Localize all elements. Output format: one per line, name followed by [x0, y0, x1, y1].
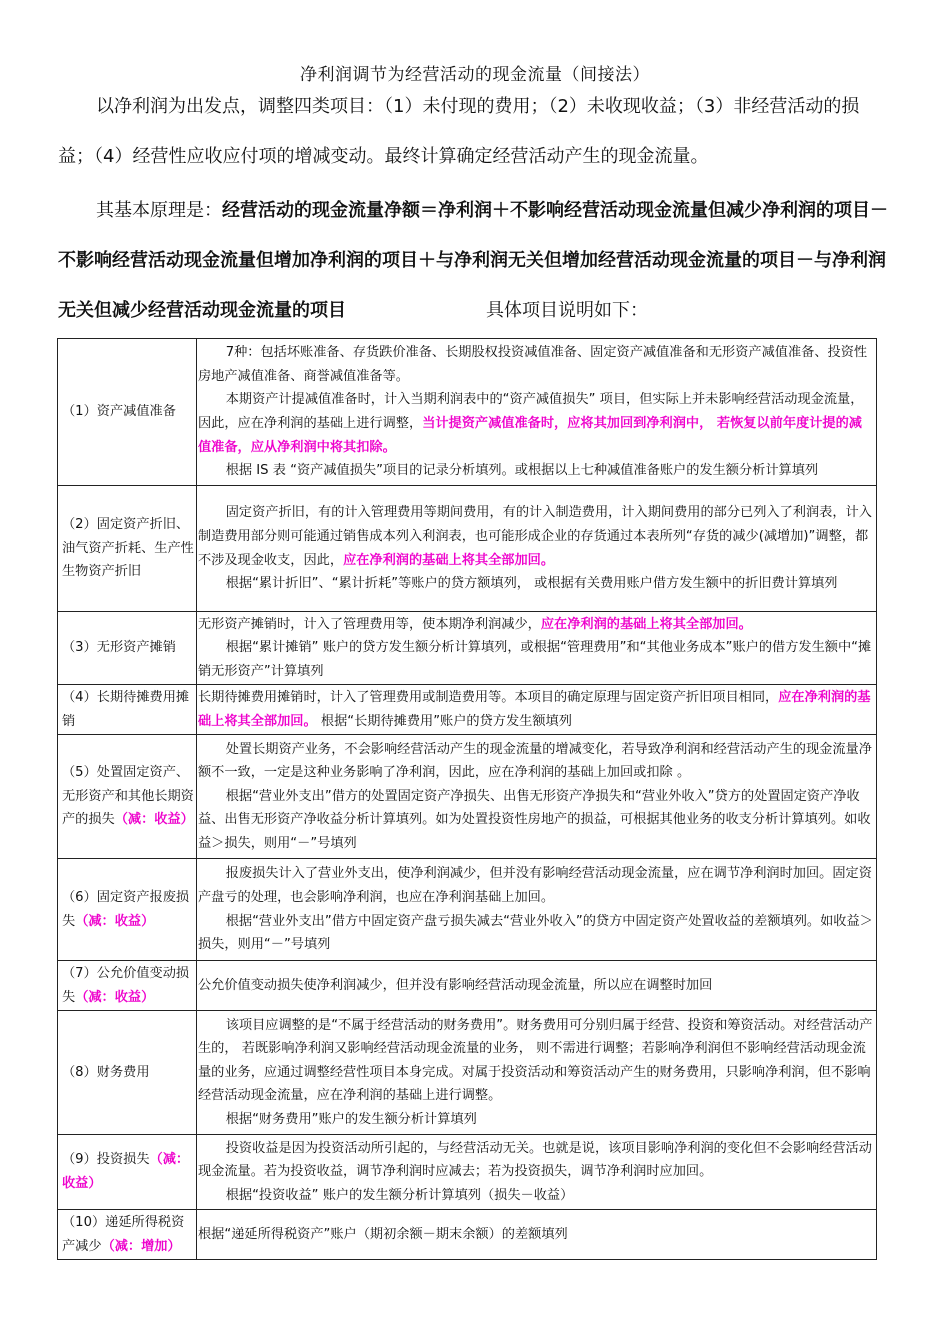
- item-label-cell: [58, 1210, 197, 1260]
- principle-formula: 经营活动的现金流量净额＝净利润＋不影响经营活动现金流量但减少净利润的项目－不影响经营活动现金流量但增加净利润的项目＋与净利润无关但增加经营活动现金流量的项目－与净利润无关但减少经营活动现金流量的项目: [58, 200, 888, 321]
- description-paragraph: [198, 613, 875, 637]
- item-label: （4）长期待摊费用摊销: [62, 689, 190, 729]
- item-label-cell: [58, 612, 197, 685]
- highlighted-text: 应在净利润的基础上将其全部加回。: [198, 689, 871, 729]
- table-row: [58, 486, 877, 612]
- description-text: 根据“累计折旧”、“累计折耗”等账户的贷方额填列， 或根据有关费用账户借方发生额中的折旧费计算填列: [225, 576, 838, 592]
- table-row: [58, 735, 877, 859]
- item-label-tag: （减：收益）: [114, 812, 194, 828]
- description-paragraph: [198, 388, 875, 459]
- item-label: （3）无形资产摊销: [62, 640, 176, 656]
- item-label: （8）财务费用: [62, 1064, 150, 1080]
- description-paragraph: [198, 341, 875, 388]
- description-paragraph: [198, 572, 875, 596]
- description-text: 长期待摊费用摊销时，计入了管理费用或制造费用等。本项目的确定原理与固定资产折旧项目相同，: [198, 689, 779, 705]
- description-text: 根据“财务费用”账户的发生额分析计算填列: [225, 1111, 477, 1127]
- description-paragraph: [198, 1223, 875, 1247]
- description-text: 根据“投资收益” 账户的发生额分析计算填列（损失－收益）: [225, 1187, 574, 1203]
- description-text: 根据“营业外支出”借方中固定资产盘亏损失减去“营业外收入”的贷方中固定资产处置收益的差额填列。如收益＞损失，则用“－”号填列: [198, 913, 873, 953]
- description-text: 本期资产计提减值准备时，计入当期利润表中的“资产减值损失” 项目，但实际上并未影响经营活动现金流量，因此，应在净利润的基础上进行调整，: [198, 392, 864, 431]
- table-row: [58, 612, 877, 685]
- item-label-cell: [58, 961, 197, 1011]
- item-label-cell: [58, 685, 197, 735]
- item-label-tag: （减：收益）: [75, 913, 155, 929]
- description-text: 根据 IS 表 “资产减值损失”项目的记录分析填列。或根据以上七种减值准备账户的发生额分析计算填列: [225, 463, 819, 479]
- item-label-cell: [58, 859, 197, 961]
- item-description-cell: [197, 961, 877, 1011]
- description-paragraph: [198, 738, 875, 785]
- item-label-tag: （减：收益）: [75, 989, 155, 1005]
- items-note: 具体项目说明如下：: [486, 300, 648, 321]
- description-text: 固定资产折旧，有的计入管理费用等期间费用，有的计入制造费用，计入期间费用的部分已列入了利润表，计入制造费用部分则可能通过销售成本列入利润表，也可能形成企业的存货通过本表所列“存货的减少(减增加)”调整，都不涉及现金收支，因此，: [198, 505, 872, 568]
- highlighted-text: 当计提资产减值准备时，应将其加回到净利润中， 若恢复以前年度计提的减值准备，应从净利润中将其扣除。: [198, 416, 862, 455]
- description-paragraph: [198, 686, 875, 733]
- highlighted-text: 应在净利润的基础上将其全部加回。: [343, 552, 555, 568]
- description-text: 报废损失计入了营业外支出，使净利润减少，但并没有影响经营活动现金流量，应在调节净利润时加回。固定资产盘亏的处理，也会影响净利润，也应在净利润基础上加回。: [198, 866, 872, 905]
- intro-paragraph-1: [58, 82, 890, 182]
- description-paragraph: [198, 501, 875, 572]
- description-text: 无形资产摊销时，计入了管理费用等，使本期净利润减少，: [198, 616, 541, 632]
- item-label-cell: [58, 339, 197, 486]
- table-row: [58, 1011, 877, 1135]
- table-row: [58, 1210, 877, 1260]
- item-label: （1）资产减值准备: [62, 404, 176, 420]
- item-description-cell: [197, 859, 877, 961]
- item-label: （2）固定资产折旧、油气资产折耗、生产性生物资产折旧: [62, 517, 194, 580]
- item-label-tag: （减：增加）: [101, 1238, 181, 1254]
- item-description-cell: [197, 685, 877, 735]
- intro-paragraph-2: [58, 186, 890, 336]
- item-label-tag: （减：收益）: [62, 1152, 190, 1191]
- description-text: 根据“累计摊销” 账户的贷方发生额分析计算填列，或根据“管理费用”和“其他业务成本”账户的借方发生额中“摊销无形资产”计算填列: [198, 640, 872, 679]
- highlighted-text: 应在净利润的基础上将其全部加回。: [540, 616, 752, 632]
- item-label: （5）处置固定资产、无形资产和其他长期资产的损失: [62, 765, 194, 828]
- principle-lead: 其基本原理是：: [96, 200, 222, 221]
- description-paragraph: [198, 636, 875, 683]
- item-label: （6）固定资产报废损失: [62, 889, 190, 929]
- page-title: 净利润调节为经营活动的现金流量（间接法）: [300, 65, 650, 85]
- description-text: 7种：包括坏账准备、存货跌价准备、长期股权投资减值准备、固定资产减值准备和无形资产减值准备、投资性房地产减值准备、商誉减值准备等。: [198, 345, 868, 384]
- item-description-cell: [197, 1135, 877, 1210]
- description-text: 根据“营业外支出”借方的处置固定资产净损失、出售无形资产净损失和“营业外收入”贷方的处置固定资产净收益、出售无形资产净收益分析计算填列。如为处置投资性房地产的损益，可根据其他业务的收支分析计算填列。如收益＞损失，则用“－”号填列: [198, 788, 871, 851]
- description-paragraph: [198, 974, 875, 998]
- description-text: 该项目应调整的是“不属于经营活动的财务费用”。财务费用可分别归属于经营、投资和筹资活动。对经营活动产生的， 若既影响净利润又影响经营活动现金流量的业务， 则不需进行调整；若影响净利润但不影响经营活动现金流量的业务，应通过调整经营性项目本身完成。对属于投资活动和筹资活动产生的财务费用，只影响净利润，但不影响经营活动现金流量，应在净利润的基础上进行调整。: [198, 1017, 873, 1104]
- description-paragraph: [198, 910, 875, 957]
- description-paragraph: [198, 1137, 875, 1184]
- item-label-cell: [58, 735, 197, 859]
- item-label: （9）投资损失: [62, 1152, 150, 1168]
- description-text: 处置长期资产业务，不会影响经营活动产生的现金流量的增减变化，若导致净利润和经营活动产生的现金流量净额不一致，一定是这种业务影响了净利润，因此，应在净利润的基础上加回或扣除 。: [198, 741, 872, 781]
- adjustment-items-table: [57, 338, 877, 1260]
- item-label: （10）递延所得税资产减少: [62, 1214, 185, 1254]
- description-paragraph: [198, 1108, 875, 1132]
- item-description-cell: [197, 1210, 877, 1260]
- description-text: 根据“递延所得税资产”账户（期初余额－期末余额）的差额填列: [198, 1226, 568, 1242]
- description-text: 根据“长期待摊费用”账户的贷方发生额填列: [316, 713, 572, 729]
- description-paragraph: [198, 459, 875, 483]
- item-description-cell: [197, 1011, 877, 1135]
- table-row: [58, 1135, 877, 1210]
- item-label-cell: [58, 486, 197, 612]
- description-paragraph: [198, 1184, 875, 1208]
- item-description-cell: [197, 735, 877, 859]
- item-label-cell: [58, 1011, 197, 1135]
- item-label-cell: [58, 1135, 197, 1210]
- item-description-cell: [197, 612, 877, 685]
- description-paragraph: [198, 862, 875, 909]
- item-description-cell: [197, 486, 877, 612]
- item-label: （7）公允价值变动损失: [62, 965, 190, 1005]
- description-text: 投资收益是因为投资活动所引起的，与经营活动无关。也就是说，该项目影响净利润的变化但不会影响经营活动现金流量。若为投资收益，调节净利润时应减去；若为投资损失，调节净利润时应加回。: [198, 1140, 872, 1180]
- table-row: [58, 685, 877, 735]
- description-paragraph: [198, 785, 875, 856]
- table-row: [58, 339, 877, 486]
- description-paragraph: [198, 1014, 875, 1108]
- table-row: [58, 961, 877, 1011]
- intro-text-1: 以净利润为出发点，调整四类项目：（1）未付现的费用；（2）未收现收益；（3）非经营活动的损益；（4）经营性应收应付项的增减变动。最终计算确定经营活动产生的现金流量。: [58, 96, 860, 167]
- description-text: 公允价值变动损失使净利润减少，但并没有影响经营活动现金流量，所以应在调整时加回: [198, 977, 713, 993]
- item-description-cell: [197, 339, 877, 486]
- table-row: [58, 859, 877, 961]
